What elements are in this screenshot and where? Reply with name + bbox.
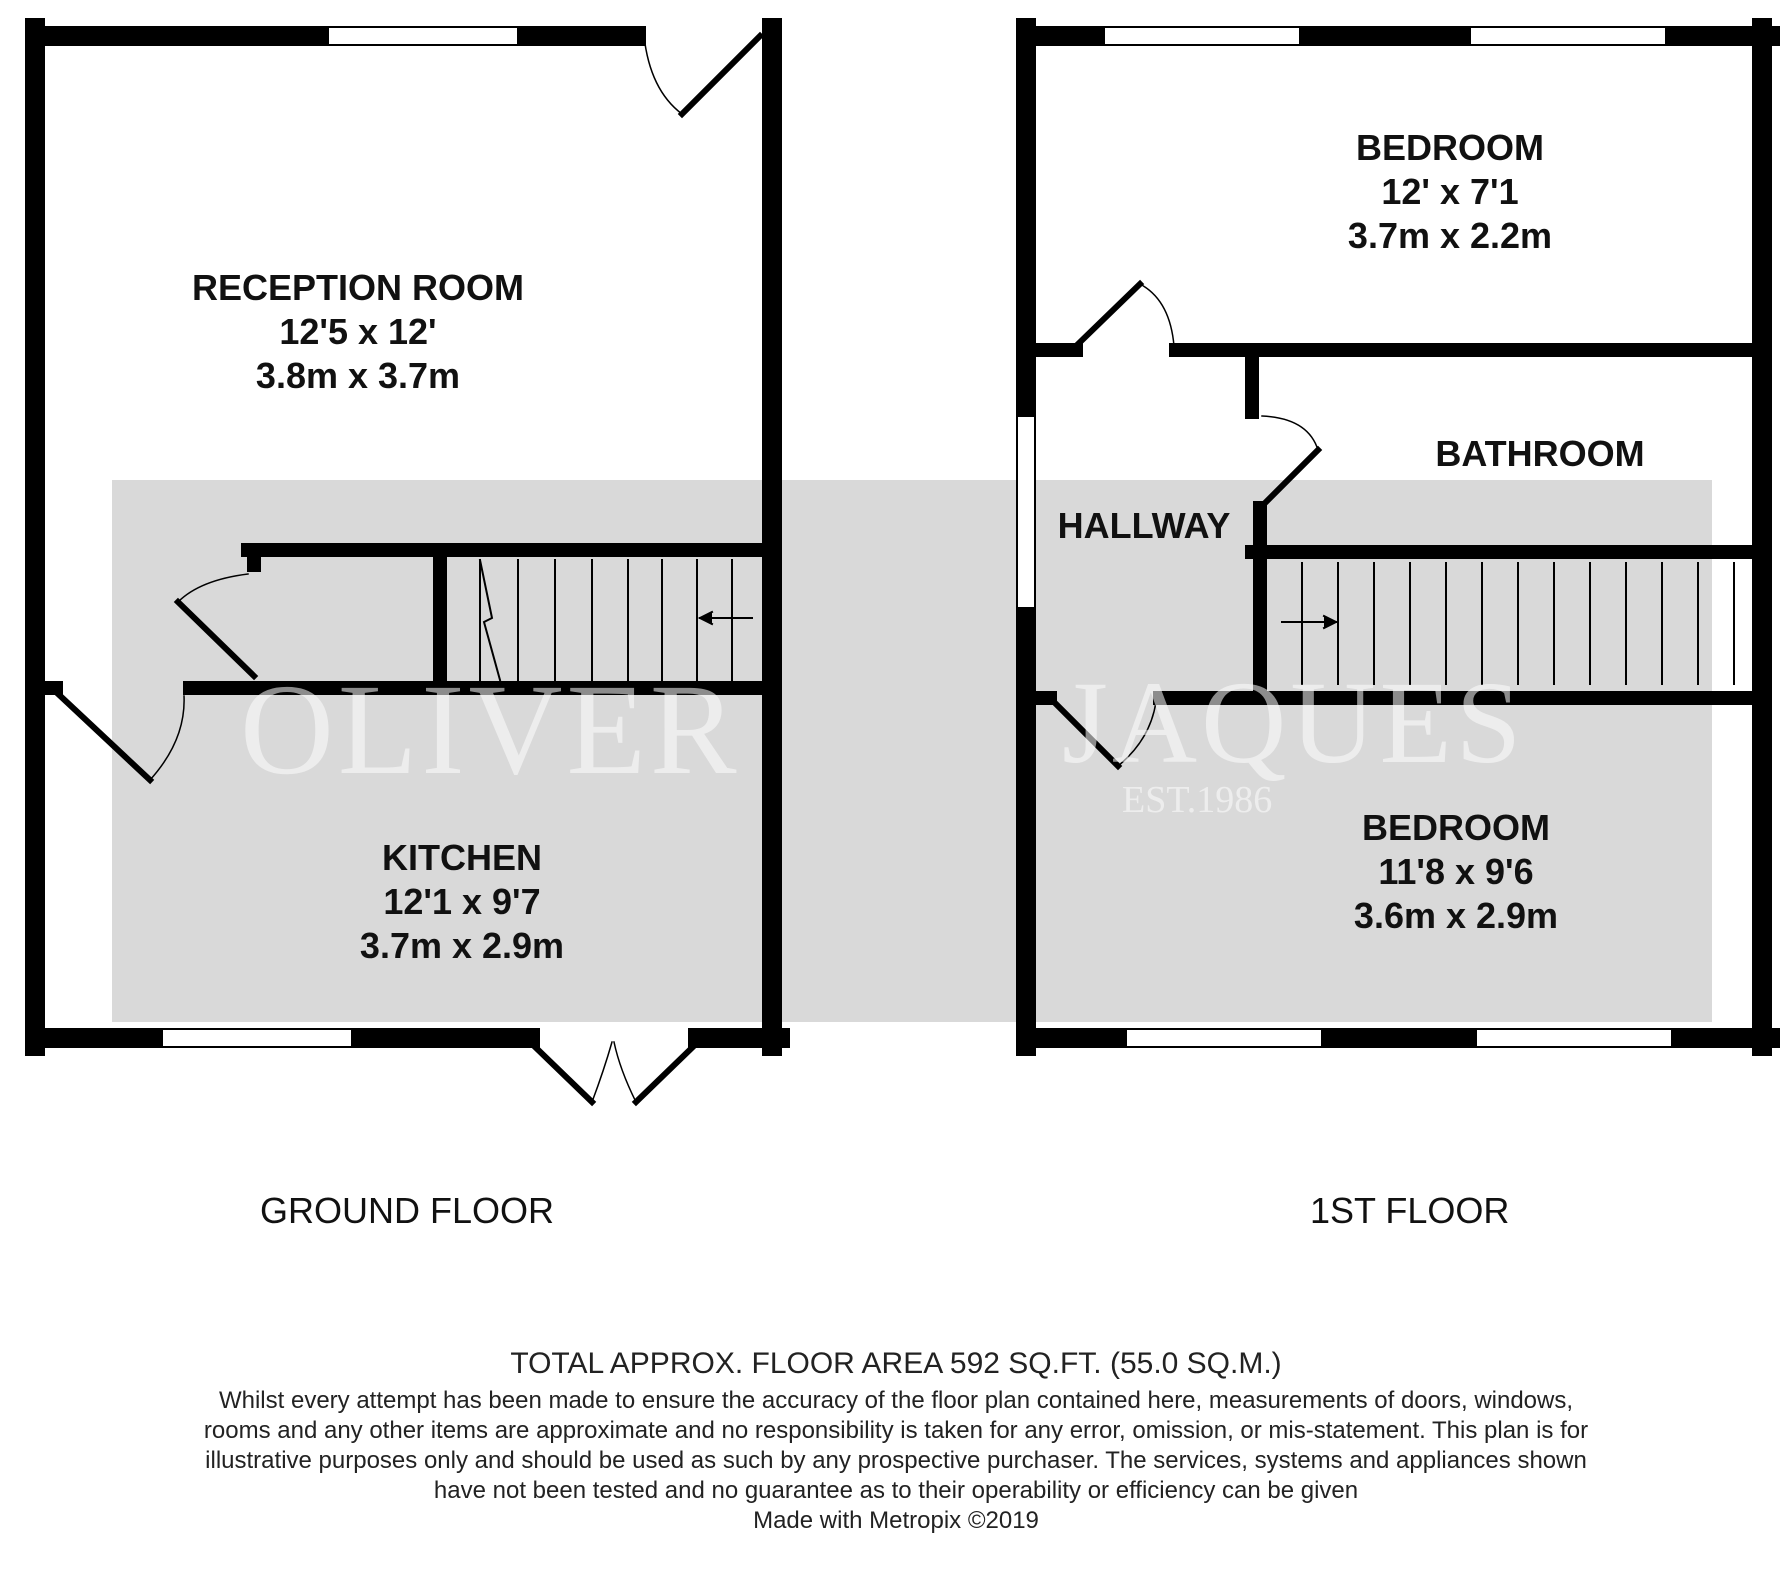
room-name: HALLWAY bbox=[1057, 505, 1231, 546]
room-size-imperial: 11'8 x 9'6 bbox=[1378, 851, 1534, 892]
room-size-metric: 3.7m x 2.9m bbox=[359, 925, 565, 966]
footer bbox=[0, 1346, 1792, 1536]
room-label-bathroom bbox=[1435, 432, 1644, 476]
room-label-reception-room bbox=[192, 266, 524, 398]
room-name: BEDROOM bbox=[1355, 127, 1544, 168]
room-size-metric: 3.6m x 2.9m bbox=[1353, 895, 1559, 936]
room-size-imperial: 12'5 x 12' bbox=[279, 311, 437, 352]
room-label-bedroom-1 bbox=[1348, 126, 1552, 258]
total-floor-area: TOTAL APPROX. FLOOR AREA 592 SQ.FT. (55.0 SQ.M.) bbox=[510, 1347, 1282, 1380]
room-label-kitchen bbox=[360, 836, 564, 968]
room-label-bedroom-2 bbox=[1354, 806, 1558, 938]
watermark-est: EST.1986 bbox=[1122, 779, 1273, 821]
floor-label-ground: GROUND FLOOR bbox=[260, 1190, 555, 1231]
room-size-metric: 3.8m x 3.7m bbox=[255, 355, 461, 396]
room-size-imperial: 12' x 7'1 bbox=[1381, 171, 1519, 212]
room-size-metric: 3.7m x 2.2m bbox=[1347, 215, 1553, 256]
watermark-brand-left: OLIVER bbox=[240, 658, 741, 802]
room-name: RECEPTION ROOM bbox=[191, 267, 525, 308]
room-label-hallway bbox=[1058, 504, 1231, 548]
floor-label-first: 1ST FLOOR bbox=[1310, 1190, 1510, 1231]
room-size-imperial: 12'1 x 9'7 bbox=[383, 881, 541, 922]
room-name: BATHROOM bbox=[1435, 433, 1645, 474]
credit-text: Made with Metropix ©2019 bbox=[753, 1507, 1039, 1534]
watermark-brand-right: JAQUES bbox=[1062, 657, 1526, 788]
room-name: KITCHEN bbox=[381, 837, 542, 878]
disclaimer-text: Whilst every attempt has been made to ensure the accuracy of the floor plan contained here, measurements of doors, windows, rooms and any other items are approximate and no responsibility is taken for any error, omission, or mis-statement. This plan is for illustrative purposes only and should be used as such by any prospective purchaser. The services, systems and appliances shown have not been tested and no guarantee as to their operability or efficiency can be given bbox=[203, 1387, 1589, 1504]
room-name: BEDROOM bbox=[1361, 807, 1550, 848]
